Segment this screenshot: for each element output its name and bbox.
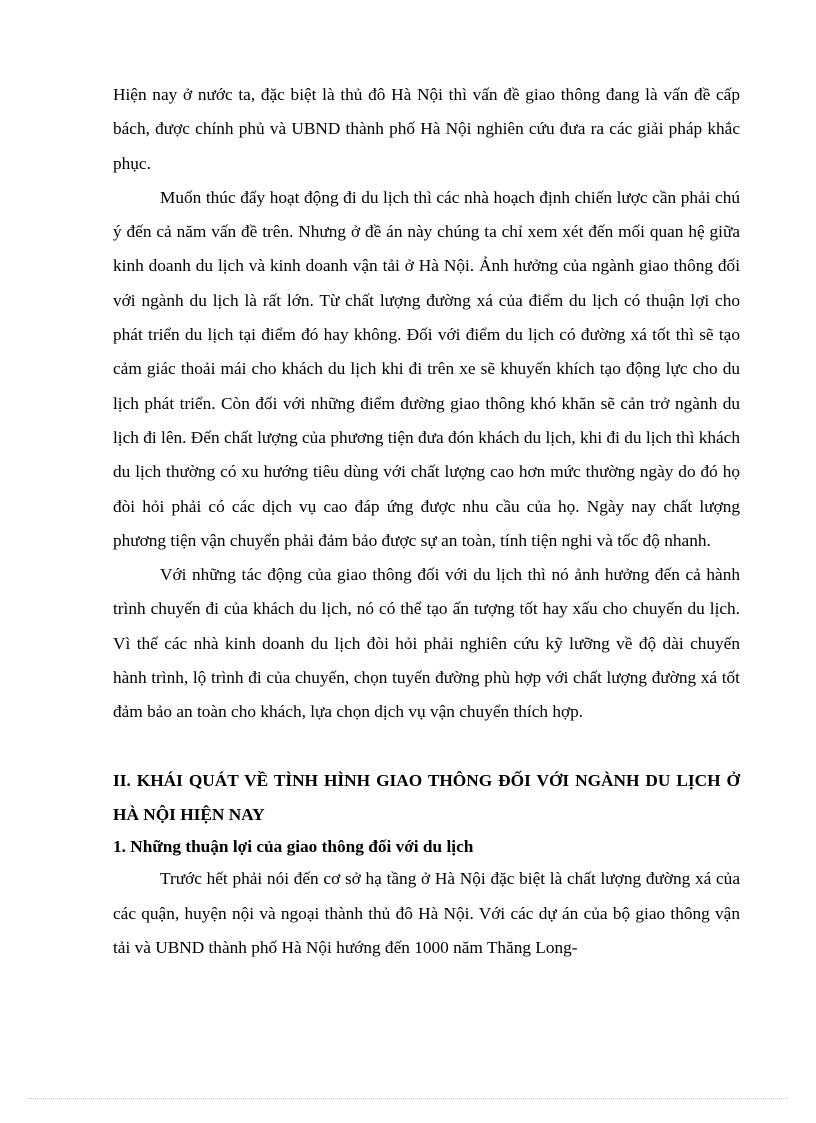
paragraph-tourism-planning: Muốn thúc đẩy hoạt động đi du lịch thì các nhà hoạch định chiến lược cần phải chú ý đến cả năm vấn đề trên. Nhưng ở đề án này chúng ta chỉ xem xét đến mối quan hệ giữa kinh doanh du lịch và kinh doanh vận tải ở Hà Nội. Ảnh hưởng của ngành giao thông đối với ngành du lịch là rất lớn. Từ chất lượng đường xá của điểm du lịch có thuận lợi cho phát triển du lịch tại điểm đó hay không. Đối với điểm du lịch có đường xá tốt thì sẽ tạo cảm giác thoải mái cho khách du lịch khi đi trên xe sẽ khuyến khích tạo động lực cho du lịch phát triển. Còn đối với những điểm đường giao thông khó khăn sẽ cản trở ngành du lịch đi lên. Đến chất lượng của phương tiện đưa đón khách du lịch, khi đi du lịch thì khách du lịch thường có xu hướng tiêu dùng với chất lượng cao hơn mức thường ngày do đó họ đòi hỏi phải có các dịch vụ cao đáp ứng được nhu cầu của họ. Ngày nay chất lượng phương tiện vận chuyển phải đảm bảo được sự an toàn, tính tiện nghi và tốc độ nhanh. — [113, 187, 740, 550]
sub-heading: 1. Những thuận lợi của giao thông đối với du lịch — [113, 837, 474, 857]
section-heading: II. KHÁI QUÁT VỀ TÌNH HÌNH GIAO THÔNG ĐỐI VỚI NGÀNH DU LỊCH Ở HÀ NỘI HIỆN NAY — [113, 770, 740, 824]
document-page — [113, 78, 740, 965]
paragraph-infrastructure: Trước hết phải nói đến cơ sở hạ tầng ở Hà Nội đặc biệt là chất lượng đường xá của các quận, huyện nội và ngoại thành thủ đô Hà Nội. Với các dự án của bộ giao thông vận tải và UBND thành phố Hà Nội hướng đến 1000 năm Thăng Long- — [113, 869, 740, 957]
paragraph-intro: Hiện nay ở nước ta, đặc biệt là thủ đô Hà Nội thì vấn đề giao thông đang là vấn đề cấp bách, được chính phủ và UBND thành phố Hà Nội nghiên cứu đưa ra các giải pháp khắc phục. — [113, 85, 740, 173]
page-bottom-divider — [28, 1098, 788, 1099]
paragraph-transport-impact: Với những tác động của giao thông đối với du lịch thì nó ảnh hưởng đến cả hành trình chuyến đi của khách du lịch, nó có thể tạo ấn tượng tốt hay xấu cho chuyến du lịch. Vì thế các nhà kinh doanh du lịch đòi hỏi phải nghiên cứu kỹ lưỡng về độ dài chuyến hành trình, lộ trình đi của chuyến, chọn tuyến đường phù hợp với chất lượng đường xá tốt đảm bảo an toàn cho khách, lựa chọn dịch vụ vận chuyển thích hợp. — [113, 565, 740, 722]
